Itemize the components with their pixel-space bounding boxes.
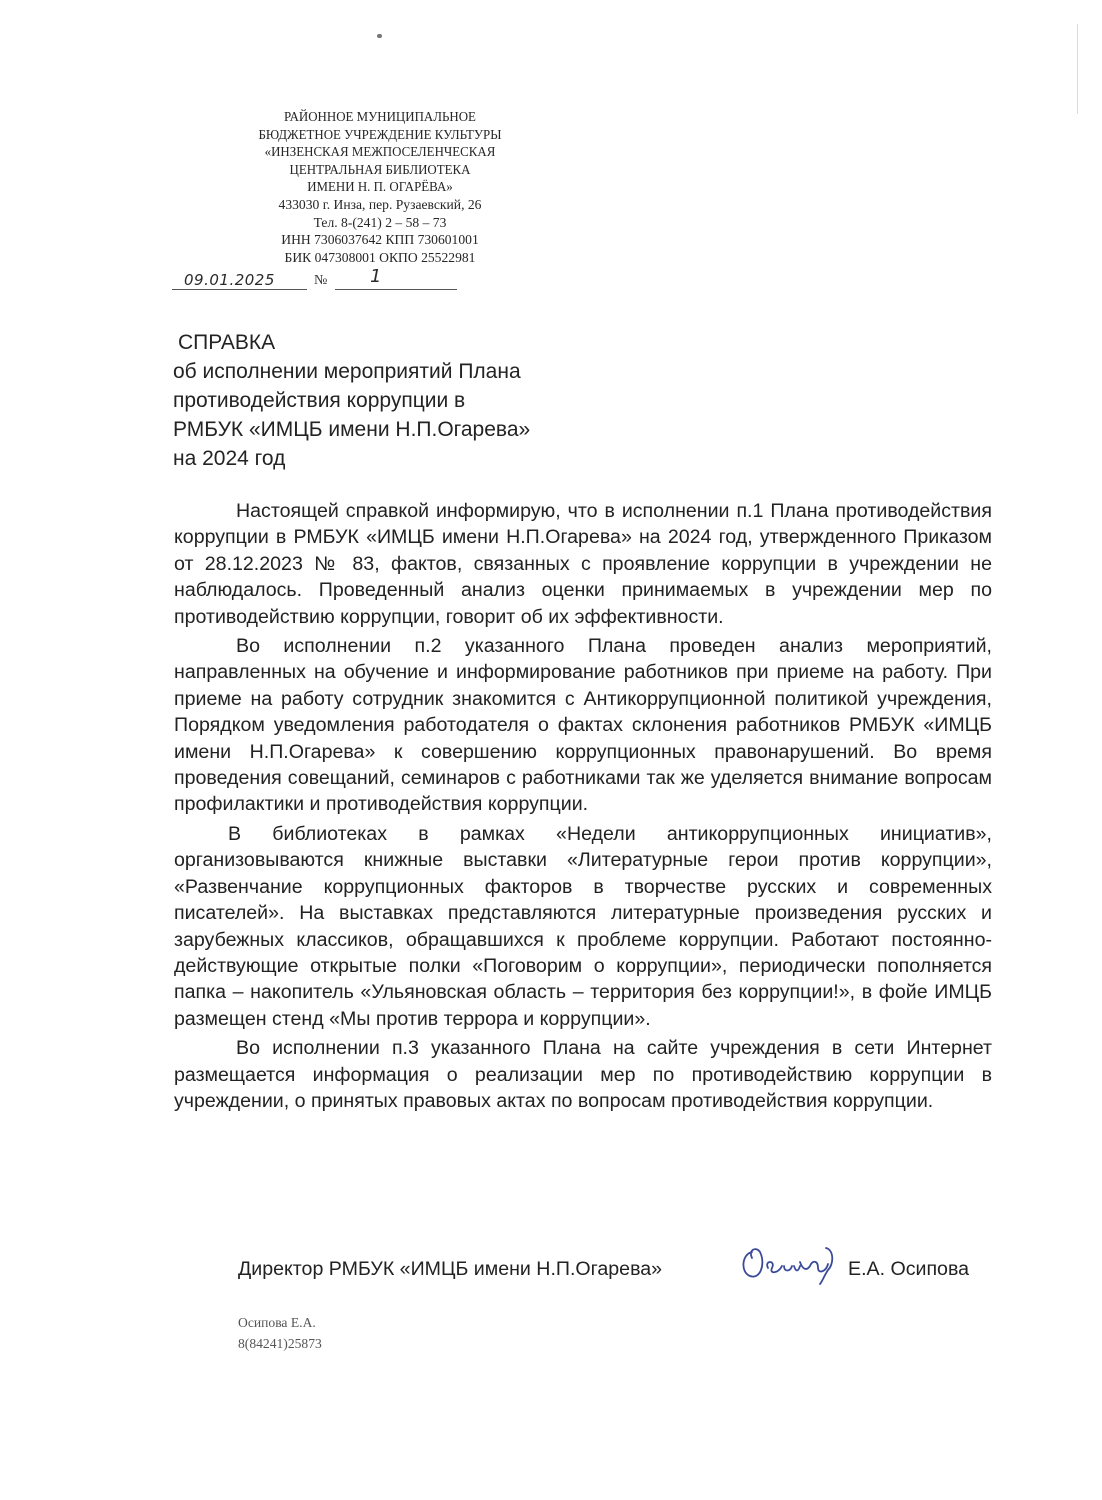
scan-speck <box>377 34 382 38</box>
title-line: РМБУК «ИМЦБ имени Н.П.Огарева» <box>173 418 531 441</box>
executor-info <box>238 1312 322 1354</box>
title-line: на 2024 год <box>173 447 286 470</box>
registration-line <box>172 266 462 294</box>
letterhead-phone: Тел. 8-(241) 2 – 58 – 73 <box>313 214 447 230</box>
title-line: СПРАВКА <box>178 331 276 354</box>
signatory-name: Е.А. Осипова <box>848 1258 970 1280</box>
body-paragraph: В библиотеках в рамках «Недели антикоррупционных инициатив», организовываются книжные выставки «Литературные герои против коррупции», «Развенчание коррупционных факторов в творчестве русских и современных писателей». На выставках представляются литературные произведения русских и зарубежных классиков, обращавшихся к проблеме коррупции. Работают постоянно-действующие открытые полки «Поговорим о коррупции», периодически пополняется папка – накопитель «Ульяновская область – территория без коррупции!», в фойе ИМЦБ размещен стенд «Мы против террора и коррупции». <box>174 822 992 1030</box>
letterhead <box>180 108 580 266</box>
executor-phone: 8(84241)25873 <box>238 1336 322 1351</box>
signature-block <box>238 1252 998 1292</box>
document-body <box>174 498 992 1114</box>
number-sign: № <box>314 273 328 288</box>
scan-edge-line <box>1077 24 1078 114</box>
date-underline <box>172 289 307 290</box>
letterhead-address: 433030 г. Инза, пер. Рузаевский, 26 <box>278 196 482 212</box>
title-line: об исполнении мероприятий Плана <box>173 360 521 383</box>
registration-number: 1 <box>370 266 382 287</box>
body-paragraph: Во исполнении п.2 указанного Плана проведен анализ мероприятий, направленных на обучение и информирование работников при приеме на работу. При приеме на работу сотрудник знакомится с Антикоррупционной политикой учреждения, Порядком уведомления работодателя о фактах склонения работников РМБУК «ИМЦБ имени Н.П.Огарева» к совершению коррупционных правонарушений. Во время проведения совещаний, семинаров с работниками так же уделяется внимание вопросам профилактики и противодействия коррупции. <box>174 635 992 816</box>
body-paragraph: Во исполнении п.3 указанного Плана на сайте учреждения в сети Интернет размещается информация о реализации мер по противодействию коррупции в учреждении, о принятых правовых актах по вопросам противодействия коррупции. <box>174 1037 992 1112</box>
body-paragraph: Настоящей справкой информирую, что в исполнении п.1 Плана противодействия коррупции в РМБУК «ИМЦБ имени Н.П.Огарева» на 2024 год, утвержденного Приказом от 28.12.2023 № 83, фактов, связанных с проявление коррупции в учреждении не наблюдалось. Проведенный анализ оценки принимаемых в учреждении мер по противодействию коррупции, говорит об их эффективности. <box>174 500 992 628</box>
handwritten-signature-icon <box>738 1238 848 1286</box>
letterhead-line: ИМЕНИ Н. П. ОГАРЁВА» <box>307 179 453 195</box>
letterhead-inn: ИНН 7306037642 КПП 730601001 <box>281 232 479 248</box>
registration-date: 09.01.2025 <box>184 271 275 289</box>
letterhead-line: БЮДЖЕТНОЕ УЧРЕЖДЕНИЕ КУЛЬТУРЫ <box>258 126 502 142</box>
number-underline <box>335 289 457 290</box>
letterhead-bik: БИК 047308001 ОКПО 25522981 <box>284 249 476 265</box>
executor-name: Осипова Е.А. <box>238 1315 316 1330</box>
letterhead-line: «ИНЗЕНСКАЯ МЕЖПОСЕЛЕНЧЕСКАЯ <box>264 144 496 160</box>
title-line: противодействия коррупции в <box>173 389 466 412</box>
letterhead-line: РАЙОННОЕ МУНИЦИПАЛЬНОЕ <box>284 109 476 124</box>
signatory-position: Директор РМБУК «ИМЦБ имени Н.П.Огарева» <box>238 1258 663 1280</box>
document-title <box>173 328 530 473</box>
letterhead-line: ЦЕНТРАЛЬНАЯ БИБЛИОТЕКА <box>289 161 471 177</box>
